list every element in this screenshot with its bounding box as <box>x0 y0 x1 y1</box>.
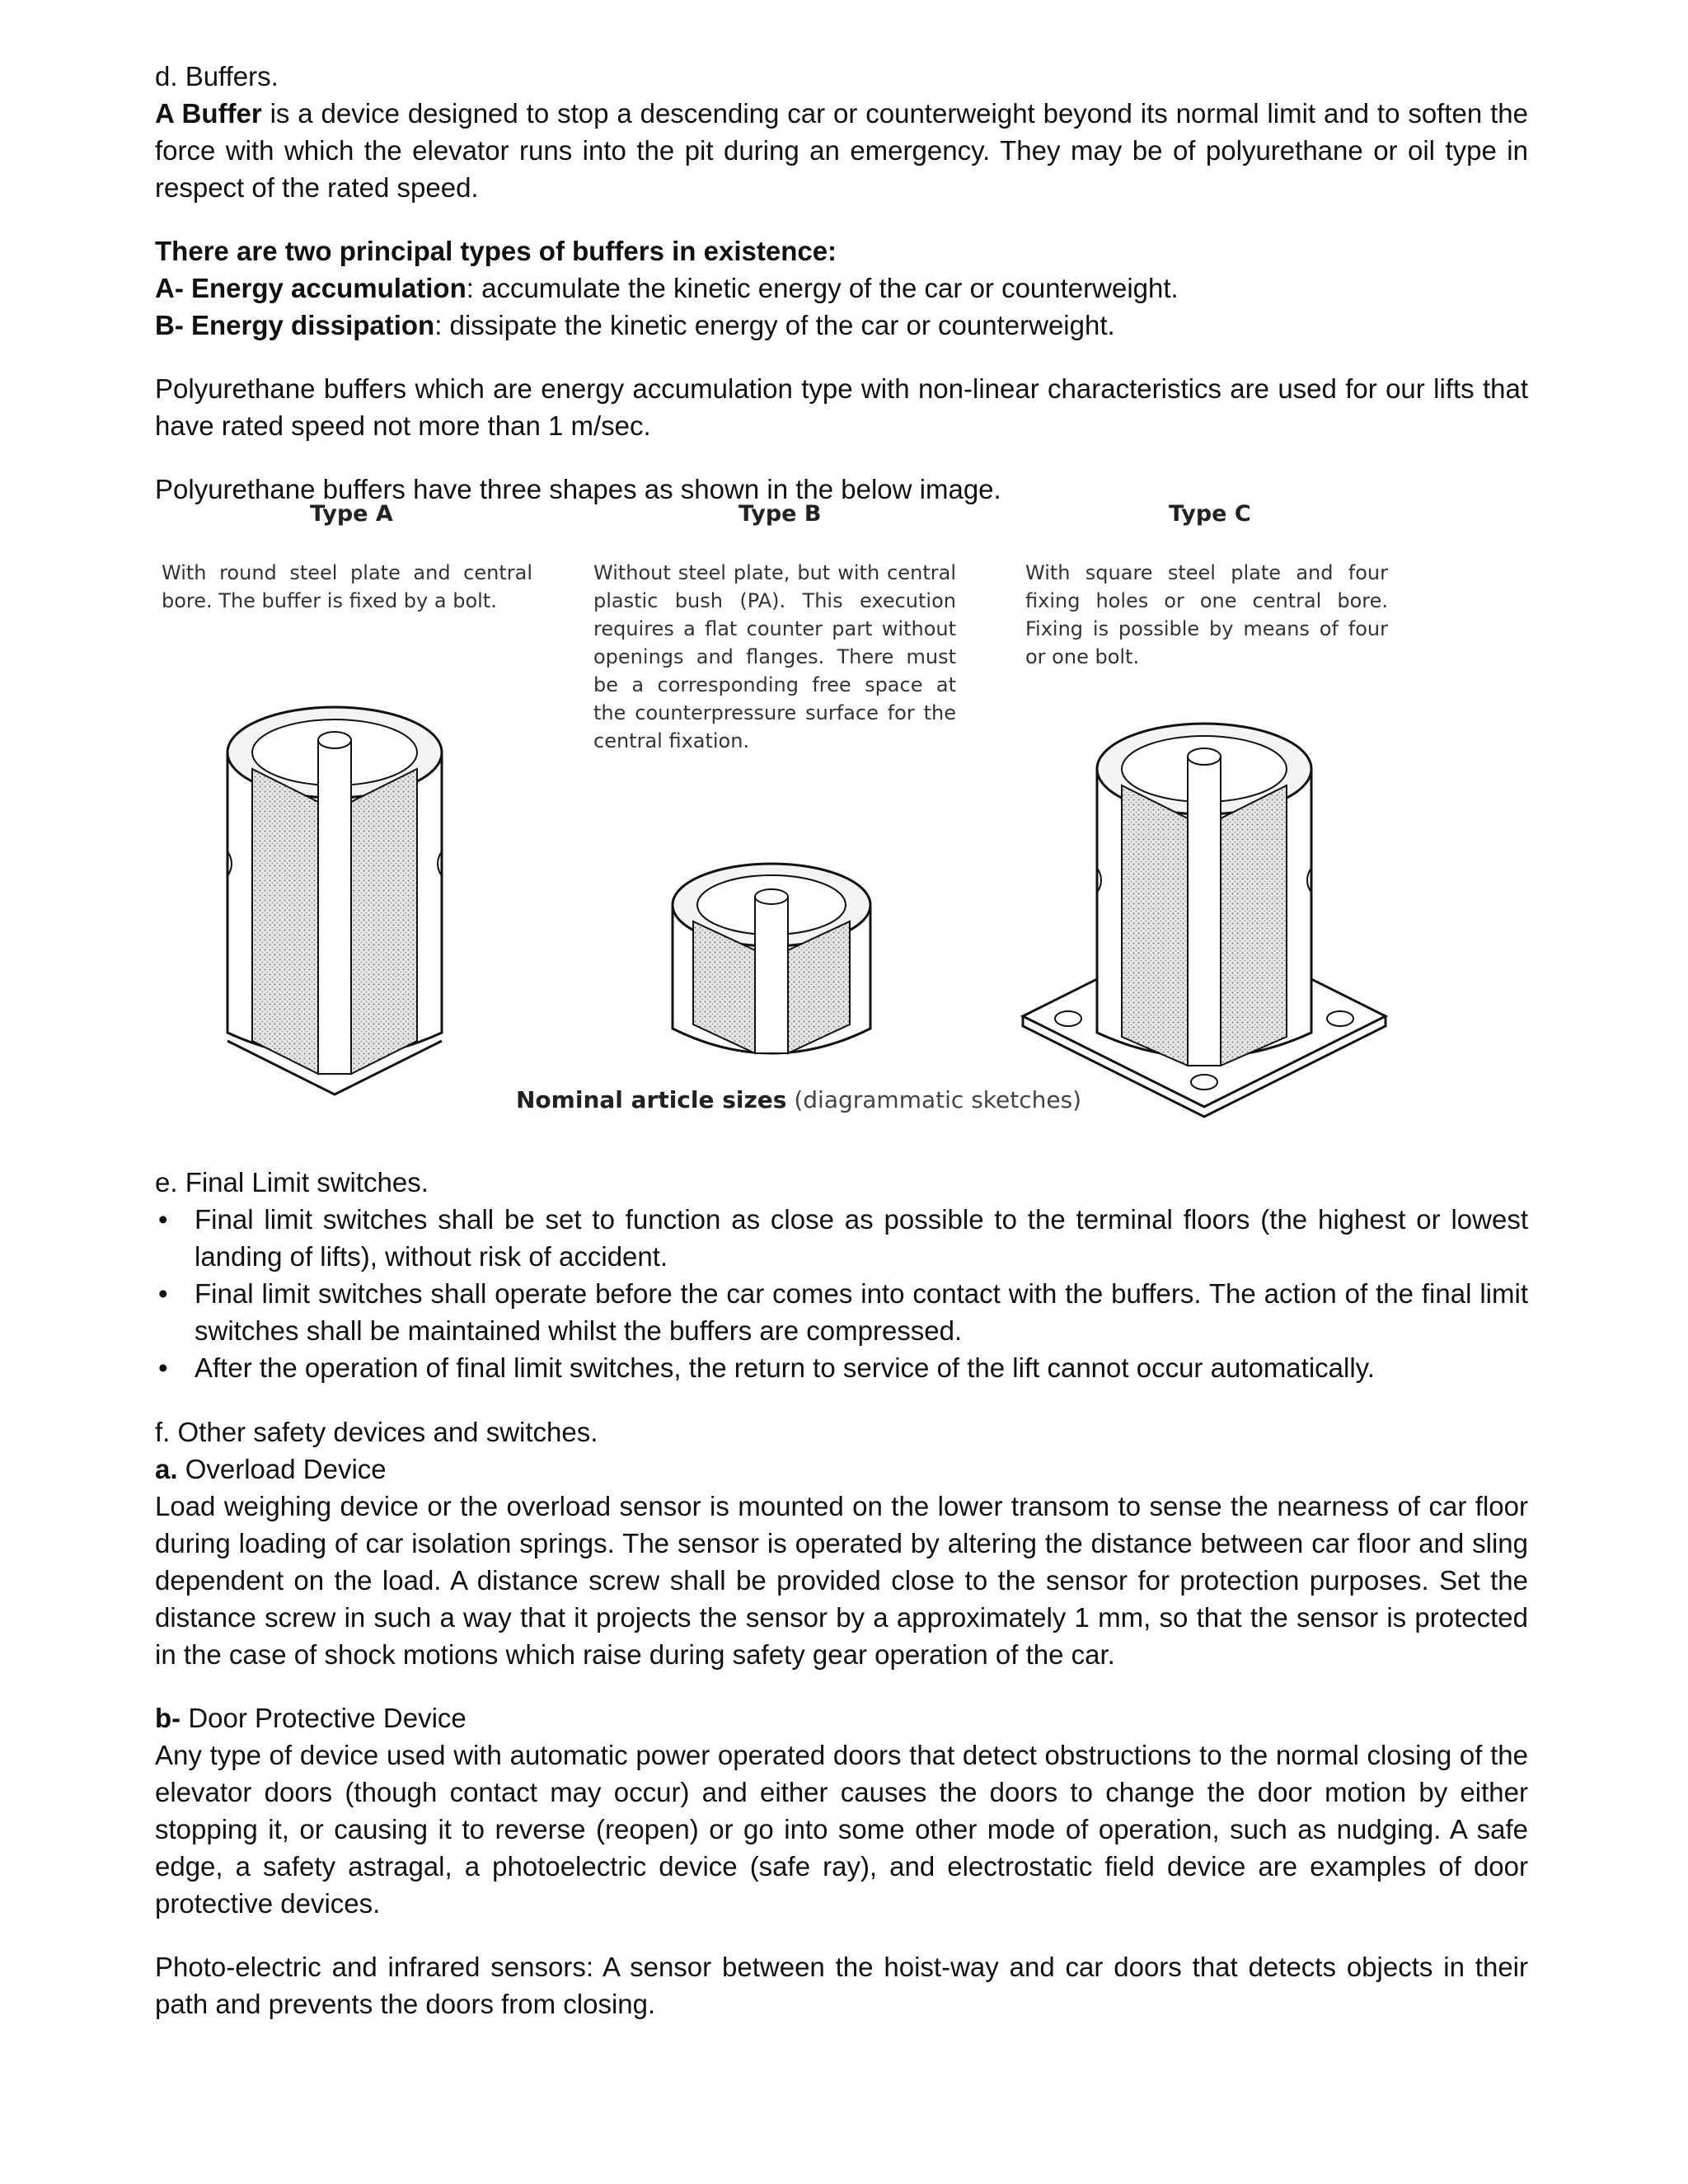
buffer-type-a: A- Energy accumulation: accumulate the kinetic energy of the car or counterweight. <box>155 273 1179 303</box>
buffer-definition-term: A Buffer <box>155 98 262 129</box>
shapes-intro: Polyurethane buffers have three shapes as shown in the below image. <box>155 474 1001 504</box>
type-c-description: With square steel plate and four fixing holes or one central bore. Fixing is possible by means of four or one bolt. <box>1025 561 1388 668</box>
overload-device-heading: a. Overload Device <box>155 1454 387 1484</box>
buffer-types-heading: There are two principal types of buffers in existence: <box>155 236 837 266</box>
buffer-type-b: B- Energy dissipation: dissipate the kinetic energy of the car or counterweight. <box>155 310 1115 340</box>
limit-switch-bullet-1: • Final limit switches shall be set to function as close as possible to the terminal floors (the highest or lowest landing of lifts), without risk of accident. <box>158 1204 1528 1272</box>
limit-switch-bullet-2: • Final limit switches shall operate before the car comes into contact with the buffers. The action of the final limit switches shall be maintained whilst the buffers are compressed. <box>158 1278 1528 1346</box>
type-c-buffer-sketch <box>1019 719 1390 1132</box>
limit-switch-bullet-3: • After the operation of final limit switches, the return to service of the lift cannot occur automatically. <box>158 1352 1375 1383</box>
type-a-title: Type A <box>310 501 393 527</box>
door-device-heading: b- Door Protective Device <box>155 1703 467 1733</box>
buffer-definition-text: is a device designed to stop a descending car or counterweight beyond its normal limit and to soften the force with which the elevator runs into the pit during an emergency. They may be of polyurethane or oil type in respect of the rated speed. <box>155 98 1528 203</box>
door-device-paragraph: Any type of device used with automatic power operated doors that detect obstructions to the normal closing of the elevator doors (though contact may occur) and either causes the doors to change the door motion by either stopping it, or causing it to reverse (reopen) or go into some other mode of operation, such as nudging. A safe edge, a safety astragal, a photoelectric device (safe ray), and electrostatic field device are examples of door protective devices. <box>155 1740 1528 1919</box>
buffer-types-figure <box>153 501 1406 1136</box>
photo-sensor-paragraph: Photo-electric and infrared sensors: A sensor between the hoist-way and car doors that detects objects in their path and prevents the doors from closing. <box>155 1952 1528 2019</box>
type-c-title: Type C <box>1169 501 1251 527</box>
overload-device-paragraph: Load weighing device or the overload sensor is mounted on the lower transom to sense the nearness of car floor during loading of car isolation springs. The sensor is operated by altering the distance between car floor and sling dependent on the load. A distance screw shall be provided close to the sensor for protection purposes. Set the distance screw in such a way that it projects the sensor by a approximately 1 mm, so that the sensor is protected in the case of shock motions which raise during safety gear operation of the car. <box>155 1491 1528 1670</box>
polyurethane-paragraph: Polyurethane buffers which are energy accumulation type with non-linear characteristics are used for our lifts that have rated speed not more than 1 m/sec. <box>155 373 1528 441</box>
limit-switches-heading: e. Final Limit switches. <box>155 1167 429 1197</box>
buffers-heading: d. Buffers. <box>155 61 279 91</box>
other-devices-heading: f. Other safety devices and switches. <box>155 1417 598 1447</box>
type-a-description: With round steel plate and central bore. The buffer is fixed by a bolt. <box>162 561 532 612</box>
type-b-description: Without steel plate, but with central plastic bush (PA). This execution requires a flat counter part without openings and flanges. There must be a corresponding free space at the counterpressure surface for the central fixation. <box>593 561 956 752</box>
type-b-title: Type B <box>738 501 822 527</box>
limit-switches-section <box>155 1164 1528 1386</box>
buffers-section <box>155 58 1528 508</box>
type-a-buffer-sketch <box>219 687 450 1099</box>
other-devices-section <box>155 1413 1528 2022</box>
figure-caption: Nominal article sizes (diagrammatic sketches) <box>516 1086 1082 1113</box>
type-b-buffer-sketch <box>664 847 879 1070</box>
buffer-definition <box>155 95 1528 206</box>
